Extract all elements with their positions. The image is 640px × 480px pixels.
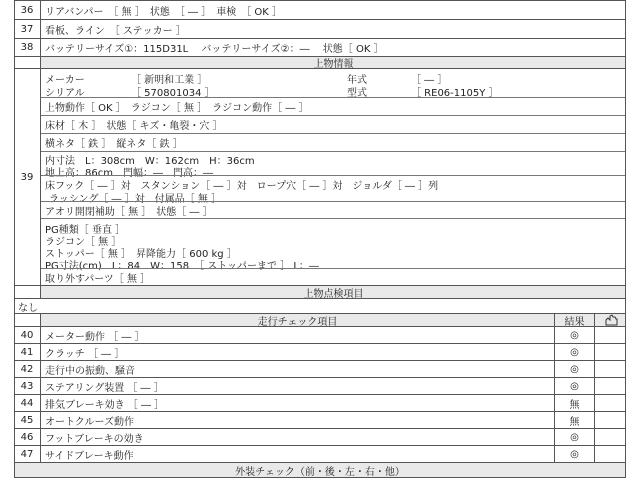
check-extra bbox=[594, 395, 626, 411]
inner-dimensions: 内寸法 L：308cm W：162cm H：36cm bbox=[45, 156, 255, 167]
run-check-row bbox=[14, 326, 626, 343]
row-number: 44 bbox=[20, 397, 34, 409]
inspection-note: なし bbox=[18, 302, 38, 313]
check-extra bbox=[594, 327, 626, 343]
ground-height: 地上高：86cm 門幅：― 門高：― bbox=[45, 168, 213, 179]
year-value: ［ ― ］ bbox=[411, 75, 448, 86]
exterior-header bbox=[14, 462, 626, 478]
row-text: 看板、ライン ［ ステッカー ］ bbox=[40, 20, 626, 38]
serial-value: ［ 570801034 ］ bbox=[131, 88, 215, 99]
check-label: クラッチ ［ ― ］ bbox=[40, 344, 554, 360]
row-number: 43 bbox=[20, 380, 34, 392]
check-result: ◎ bbox=[554, 429, 594, 445]
run-check-row bbox=[14, 377, 626, 394]
row-number: 38 bbox=[20, 42, 34, 53]
run-check-row bbox=[14, 360, 626, 377]
check-extra bbox=[594, 412, 626, 428]
pg-stopper: ストッパー［ 無 ］ 昇降能力［ 600 kg ］ bbox=[45, 249, 237, 260]
check-result: ◎ bbox=[554, 378, 594, 394]
inspection-title: 上物点検項目 bbox=[40, 286, 626, 298]
model-value: ［ RE06-1105Y ］ bbox=[411, 88, 499, 99]
check-label: ステアリング装置 ［ ― ］ bbox=[40, 378, 554, 394]
hooks-line2: ラッシング［ ― ］対 付属品［ 無 ］ bbox=[49, 194, 222, 205]
check-label: フットブレーキの効き bbox=[40, 429, 554, 445]
maker-serial-group bbox=[41, 69, 626, 97]
check-result: ◎ bbox=[554, 446, 594, 462]
year-label: 年式 bbox=[347, 75, 367, 86]
check-label: 排気ブレーキ効き ［ ― ］ bbox=[40, 395, 554, 411]
check-extra bbox=[594, 378, 626, 394]
pg-radio: ラジコン［ 無 ］ bbox=[45, 237, 122, 248]
power-gate-group bbox=[41, 218, 626, 272]
upper-info-title: 上物情報 bbox=[40, 57, 626, 68]
row-number: 42 bbox=[20, 363, 34, 375]
beams: 横ネタ［ 鉄 ］ 縦ネタ［ 鉄 ］ bbox=[41, 133, 626, 151]
maker-label: メーカー bbox=[45, 75, 85, 86]
run-check-row bbox=[14, 411, 626, 428]
maker-value: ［ 新明和工業 ］ bbox=[131, 75, 208, 86]
row-36 bbox=[14, 0, 626, 19]
pg-size: PG寸法(cm) L：84 W：158 ［ ストッパーまで ］ L：― bbox=[45, 261, 319, 272]
model-label: 型式 bbox=[347, 88, 367, 99]
row-number: 37 bbox=[20, 23, 34, 35]
check-label: 走行中の振動、騒音 bbox=[40, 361, 554, 377]
run-check-row bbox=[14, 343, 626, 360]
inspection-header bbox=[14, 285, 626, 298]
run-check-title: 走行チェック項目 bbox=[40, 314, 554, 326]
run-check-header bbox=[14, 313, 626, 326]
hand-pointer-icon bbox=[594, 314, 626, 326]
hooks-line1: 床フック［ ― ］対 スタンション［ ― ］対 ロープ穴［ ― ］対 ジョルダ［ ― ］列 bbox=[45, 181, 439, 192]
check-extra bbox=[594, 429, 626, 445]
floor-material: 床材［ 木 ］ 状態［ キズ・亀裂・穴 ］ bbox=[41, 115, 626, 133]
result-header: 結果 bbox=[554, 314, 594, 326]
check-result: 無 bbox=[554, 395, 594, 411]
run-check-row bbox=[14, 394, 626, 411]
exterior-title: 外装チェック（前・後・左・右・他） bbox=[14, 463, 626, 478]
check-extra bbox=[594, 344, 626, 360]
run-check-row bbox=[14, 445, 626, 462]
row-number: 39 bbox=[20, 171, 34, 183]
check-label: オートクルーズ動作 bbox=[40, 412, 554, 428]
check-extra bbox=[594, 446, 626, 462]
check-label: メーター動作 ［ ― ］ bbox=[40, 327, 554, 343]
dimensions-group bbox=[41, 151, 626, 179]
row-38 bbox=[14, 38, 626, 56]
pg-type: PG種類［ 垂直 ］ bbox=[45, 225, 126, 236]
removed-parts: 取り外すパーツ［ 無 ］ bbox=[41, 268, 626, 286]
row-text: リアバンパー ［ 無 ］ 状態 ［ ― ］ 車検 ［ OK ］ bbox=[40, 1, 626, 19]
upper-info-header bbox=[14, 56, 626, 68]
row-number: 45 bbox=[20, 414, 34, 426]
check-result: 無 bbox=[554, 412, 594, 428]
row-number: 36 bbox=[20, 4, 34, 16]
check-extra bbox=[594, 361, 626, 377]
hooks-group bbox=[41, 175, 626, 205]
row-number: 41 bbox=[20, 346, 34, 358]
check-label: サイドブレーキ動作 bbox=[40, 446, 554, 462]
inspection-note-row bbox=[14, 298, 626, 313]
row-number: 47 bbox=[20, 448, 34, 460]
check-result: ◎ bbox=[554, 344, 594, 360]
run-check-row bbox=[14, 428, 626, 445]
check-result: ◎ bbox=[554, 327, 594, 343]
row-text: バッテリーサイズ①：115D31L バッテリーサイズ②：― 状態［ OK ］ bbox=[40, 39, 626, 56]
body-operation: 上物動作［ OK ］ ラジコン［ 無 ］ ラジコン動作［ ― ］ bbox=[41, 97, 626, 115]
upper-info-block bbox=[14, 68, 626, 285]
check-result: ◎ bbox=[554, 361, 594, 377]
row-number: 46 bbox=[20, 431, 34, 443]
row-37 bbox=[14, 19, 626, 38]
tailgate-assist: アオリ開閉補助［ 無 ］ 状態［ ― ］ bbox=[41, 201, 626, 218]
serial-label: シリアル bbox=[45, 88, 85, 99]
row-number: 40 bbox=[20, 329, 34, 341]
